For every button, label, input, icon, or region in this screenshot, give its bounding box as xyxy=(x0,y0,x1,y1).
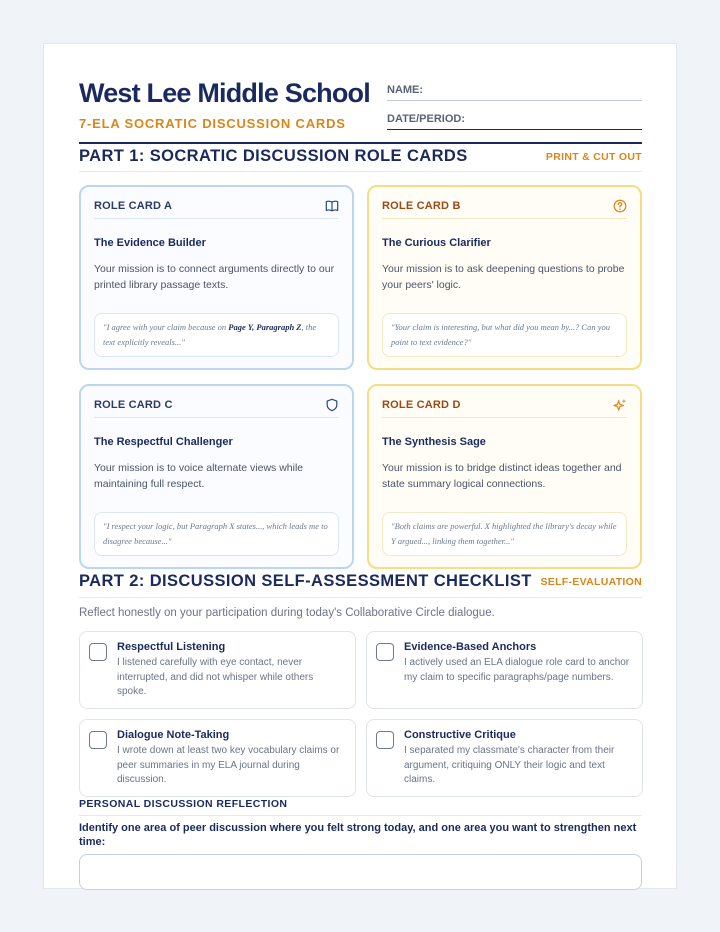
role-card-description: Your mission is to voice alternate views while maintaining full respect. xyxy=(94,462,304,490)
header-divider xyxy=(79,142,642,144)
part2-intro: Reflect honestly on your participation during today's Collaborative Circle dialogue. xyxy=(79,607,495,619)
role-card-sentence-starter: "I respect your logic, but Paragraph X states..., which leads me to disagree because..." xyxy=(94,512,339,556)
checklist-item-description: I separated my classmate's character from their argument, critiquing ONLY their logic and text claims. xyxy=(404,745,615,785)
role-card-sentence-starter: "Your claim is interesting, but what did you mean by...? Can you point to text evidence?" xyxy=(382,313,627,357)
role-card-sentence-starter xyxy=(94,313,339,357)
part2-title: PART 2: DISCUSSION SELF-ASSESSMENT CHECKLIST xyxy=(79,572,532,590)
reflection-question: Identify one area of peer discussion where you felt strong today, and one area you want to strengthen next time: xyxy=(79,822,637,848)
checkbox[interactable] xyxy=(376,643,394,661)
sparkles-icon xyxy=(613,398,627,412)
reflection-heading: PERSONAL DISCUSSION REFLECTION xyxy=(79,798,288,810)
quote-text: "I agree with your claim because on xyxy=(103,322,229,332)
checklist-item xyxy=(79,719,356,797)
checkbox[interactable] xyxy=(89,731,107,749)
role-card-c xyxy=(79,384,354,569)
role-card-label: ROLE CARD B xyxy=(382,200,461,212)
role-card-title: The Respectful Challenger xyxy=(94,436,233,448)
checklist-item-title: Respectful Listening xyxy=(117,641,226,653)
name-field[interactable] xyxy=(387,84,642,101)
part1-divider xyxy=(79,171,642,172)
role-card-a xyxy=(79,185,354,370)
role-card-title: The Synthesis Sage xyxy=(382,436,486,448)
checklist-item-description: I listened carefully with eye contact, never interrupted, and did not whisper while others spoke. xyxy=(117,657,314,697)
role-card-label: ROLE CARD D xyxy=(382,399,461,411)
quote-text-end: , the text explicitly reveals..." xyxy=(103,322,317,347)
role-card-label: ROLE CARD C xyxy=(94,399,173,411)
checklist-item xyxy=(79,631,356,709)
part1-tag: PRINT & CUT OUT xyxy=(545,151,642,163)
worksheet-subtitle: 7-ELA SOCRATIC DISCUSSION CARDS xyxy=(79,116,346,131)
checklist-item-title: Dialogue Note-Taking xyxy=(117,729,230,741)
quote-emphasis: Page Y, Paragraph Z xyxy=(228,322,302,332)
shield-icon xyxy=(325,398,339,412)
book-icon xyxy=(325,199,339,213)
role-card-d xyxy=(367,384,642,569)
checklist-item xyxy=(366,719,643,797)
role-card-title: The Curious Clarifier xyxy=(382,237,491,249)
role-card-b xyxy=(367,185,642,370)
part1-title: PART 1: SOCRATIC DISCUSSION ROLE CARDS xyxy=(79,147,468,165)
role-card-description: Your mission is to connect arguments directly to our printed library passage texts. xyxy=(94,263,335,291)
role-card-title: The Evidence Builder xyxy=(94,237,206,249)
date-period-label: DATE/PERIOD: xyxy=(387,113,466,125)
worksheet-page xyxy=(43,43,677,889)
checklist-item-description: I wrote down at least two key vocabulary claims or peer summaries in my ELA journal during discussion. xyxy=(117,745,340,785)
part2-divider xyxy=(79,597,642,598)
role-card-header xyxy=(382,199,627,219)
role-card-header xyxy=(94,199,339,219)
name-label: NAME: xyxy=(387,84,424,96)
role-card-description: Your mission is to bridge distinct ideas together and state summary logical connections. xyxy=(382,462,622,490)
checklist-item-description: I actively used an ELA dialogue role card to anchor my claim to specific paragraphs/page numbers. xyxy=(404,657,630,683)
role-card-header xyxy=(94,398,339,418)
question-icon xyxy=(613,199,627,213)
checkbox[interactable] xyxy=(89,643,107,661)
role-card-sentence-starter: "Both claims are powerful. X highlighted the library's decay while Y argued..., linking them together..." xyxy=(382,512,627,556)
checklist-item xyxy=(366,631,643,709)
reflection-divider xyxy=(79,815,642,816)
school-name: West Lee Middle School xyxy=(79,78,370,108)
role-card-description: Your mission is to ask deepening questions to probe your peers' logic. xyxy=(382,263,625,291)
part2-tag: SELF-EVALUATION xyxy=(540,576,642,588)
checkbox[interactable] xyxy=(376,731,394,749)
role-card-header xyxy=(382,398,627,418)
checklist-item-title: Constructive Critique xyxy=(404,729,516,741)
role-card-label: ROLE CARD A xyxy=(94,200,173,212)
reflection-answer-box[interactable] xyxy=(79,854,642,890)
checklist-item-title: Evidence-Based Anchors xyxy=(404,641,537,653)
date-period-field[interactable] xyxy=(387,113,642,130)
